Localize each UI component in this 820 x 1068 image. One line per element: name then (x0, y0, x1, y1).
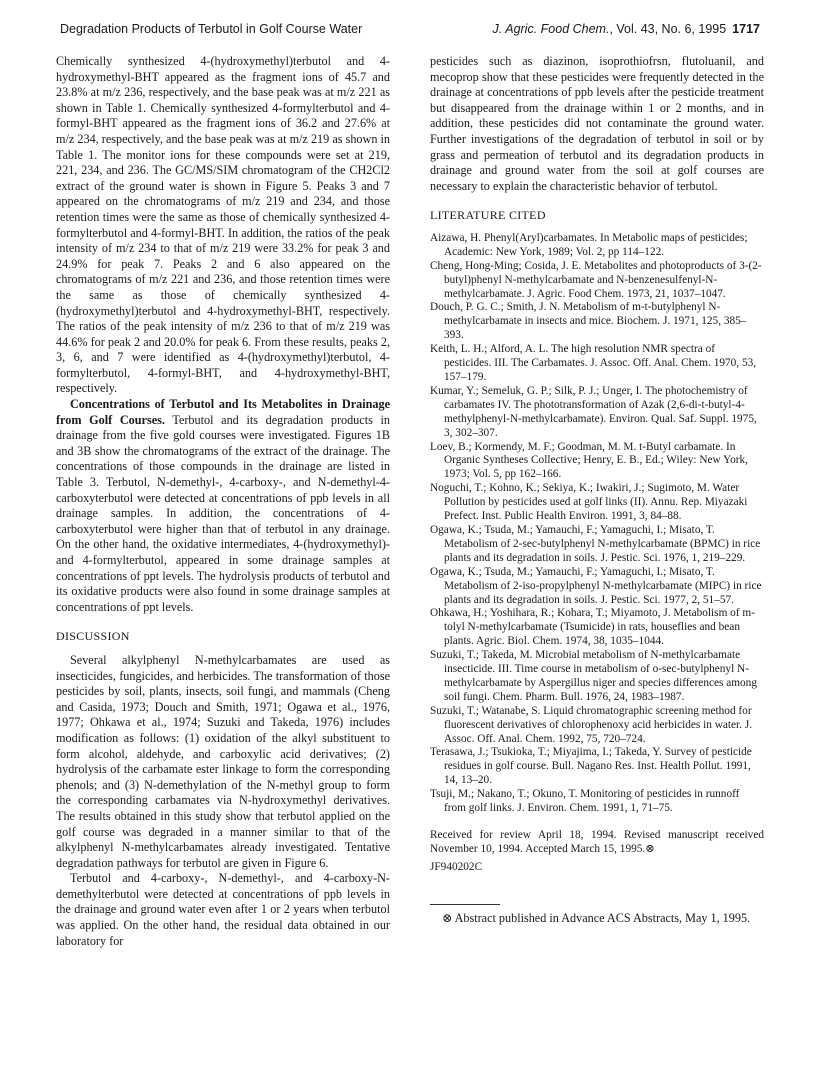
section-heading-inline: Concentrations of Terbutol and Its Metabolites in Drainage from Golf Courses. (56, 397, 390, 427)
reference-item: Ogawa, K.; Tsuda, M.; Yamauchi, F.; Yamaguchi, I.; Misato, T. Metabolism of 2-sec-butylphenyl N-methylcarbamate (BPMC) in rice plants and its degradation in soils. J. Pestic. Sci. 1976, 1, 219–229. (430, 523, 761, 564)
body-paragraph: Chemically synthesized 4-(hydroxymethyl)terbutol and 4-hydroxymethyl-BHT appeared as the fragment ions of 45.7 and 23.8% at m/z 236, respectively, and the base peak was at m/z 221 as shown in Table 1. Chemically synthesized 4-formylterbutol and 4-formyl-BHT appeared as the fragment ions of 36.2 and 27.6% at m/z 234, respectively, and the base peak was at m/z 219 as shown in Table 1. The monitor ions for these compounds were set at 219, 221, 234, and 236. The GC/MS/SIM chromatogram of the CH2Cl2 extract of the ground water is shown in Figure 5. Peaks 3 and 7 appeared on the chromatograms of m/z 219 and 234, and those retention times were the same as those of chemically synthesized 4-formylterbutol and 4-formyl-BHT. In addition, the ratios of the peak intensity of m/z 234 to that of m/z 219 were 33.2% for peak 3 and 24.9% for peak 7. Peaks 2 and 6 also appeared on the chromatograms of m/z 221 and 236, and those retention times were the same as those of chemically synthesized 4-(hydroxymethyl)terbutol and 4-hydroxymethyl-BHT, respectively. The ratios of the peak intensity of m/z 236 to that of m/z 219 was 44.6% for peak 2 and 20.0% for peak 6. From these results, peaks 2, 3, 6, and 7 were identified as 4-(hydroxymethyl)terbutol, 4-formylterbutol, 4-formyl-BHT, and 4-hydroxymethyl-BHT, respectively. (56, 54, 390, 396)
page-number: 1717 (732, 22, 760, 36)
discussion-heading: DISCUSSION (56, 629, 130, 644)
literature-cited-heading: LITERATURE CITED (430, 208, 546, 223)
reference-item: Tsuji, M.; Nakano, T.; Okuno, T. Monitoring of pesticides in runnoff from golf links. J. Environ. Chem. 1991, 1, 71–75. (430, 788, 740, 815)
footnote-divider (430, 904, 500, 905)
continued-paragraph: pesticides such as diazinon, isoprothiofrsn, flutoluanil, and mecoprop show that these pesticides were frequently detected in the drainage at concentrations of ppb levels after the pesticide treatment but disappeared from the drainage within 1 or 2 months, and in addition, these pesticides did not contaminate the ground water. Further investigations of the degradation of terbutol in soil or by grass and permeation of terbutol and its degradation products in drainage and ground water from the soil at golf courses are necessary to explain the characteristic behavior of terbutol. (430, 54, 764, 193)
reference-item: Ohkawa, H.; Yoshihara, R.; Kohara, T.; Miyamoto, J. Metabolism of m-tolyl N-methylcarbamate (Tsumicide) in rats, houseflies and bean plants. Agric. Biol. Chem. 1974, 38, 1035–1044. (430, 607, 755, 648)
reference-item: Noguchi, T.; Kohno, K.; Sekiya, K.; Iwakiri, J.; Sugimoto, M. Water Pollution by pesticides used at golf links (II). Annu. Rep. Miyazaki Prefect. Inst. Public Health Environ. 1991, 3, 84–88. (430, 482, 748, 523)
running-header (60, 22, 760, 38)
running-title: Degradation Products of Terbutol in Golf Course Water (60, 22, 363, 36)
right-column (430, 54, 764, 926)
reference-item: Kumar, Y.; Semeluk, G. P.; Silk, P. J.; Unger, I. The photochemistry of carbamates IV. The phototransformation of Azak (2,6-di-t-butyl-4-methylphenyl-N-methylcarbamate). Environ. Qual. Saf. Suppl. 1975, 3, 302–307. (430, 384, 757, 439)
reference-item: Loev, B.; Kormendy, M. F.; Goodman, M. M. t-Butyl carbamate. In Organic Syntheses Collective; Henry, E. B., Ed.; Wiley: New York, 1973; Vol. 5, pp 162–166. (430, 440, 749, 481)
discussion-paragraph: Several alkylphenyl N-methylcarbamates are used as insecticides, fungicides, and herbicides. The transformation of those pesticides by soil, plants, insects, soil fungi, and mammals (Cheng and Casida, 1973; Douch and Smith, 1971; Ogawa et al., 1976, 1977; Ohkawa et al., 1974; Suzuki and Takeda, 1976) includes modification as follows: (1) oxidation of the alkyl substituent to form alcohol, aldehyde, and carboxylic acid derivatives; (2) hydrolysis of the carbamate ester linkage to form the corresponding phenols; and (3) N-demethylation of the N-methyl group to form the corresponding carbamates via N-hydroxymethyl derivatives. The results obtained in this study show that terbutol applied on the golf course was degraded in a manner similar to that of the alkylphenyl N-methylcarbamates already investigated. Tentative degradation pathways for terbutol are given in Figure 6. (56, 652, 390, 870)
received-note: Received for review April 18, 1994. Revised manuscript received November 10, 1994. Accepted March 15, 1995.⊗ (430, 829, 764, 855)
discussion-paragraph: Terbutol and 4-carboxy-, N-demethyl-, and 4-carboxy-N-demethylterbutol were detected at concentrations of ppb levels in the drainage and ground water even after 1 or 2 years when terbutol was applied. On the other hand, the residual data obtained in our laboratory for (56, 871, 390, 948)
reference-item: Aizawa, H. Phenyl(Aryl)carbamates. In Metabolic maps of pesticides; Academic: New York, 1989; Vol. 2, pp 114–122. (430, 231, 748, 258)
reference-item: Suzuki, T.; Watanabe, S. Liquid chromatographic screening method for fluorescent derivatives of chlorophenoxy acid herbicides in water. J. Assoc. Off. Anal. Chem. 1992, 75, 720–724. (430, 704, 753, 745)
reference-item: Ogawa, K.; Tsuda, M.; Yamauchi, F.; Yamaguchi, I.; Misato, T. Metabolism of 2-iso-propylphenyl N-methylcarbamate (MIPC) in rice plants and its degradation in soils. J. Pestic. Sci. 1977, 2, 51–57. (430, 565, 762, 606)
reference-item: Suzuki, T.; Takeda, M. Microbial metabolism of N-methylcarbamate insecticide. III. Time course in metabolism of o-sec-butylphenyl N-methylcarbamate by Aspergillus niger and species differences among soil fungi. Chem. Pharm. Bull. 1976, 24, 1983–1987. (430, 649, 757, 703)
manuscript-id: JF940202C (430, 861, 483, 873)
journal-name: J. Agric. Food Chem. (492, 22, 610, 36)
journal-citation (493, 22, 761, 36)
volume-info: , Vol. 43, No. 6, 1995 (609, 22, 727, 36)
left-column (56, 54, 390, 949)
footnote: ⊗ Abstract published in Advance ACS Abstracts, May 1, 1995. (442, 910, 751, 925)
reference-list (430, 232, 764, 816)
reference-item: Keith, L. H.; Alford, A. L. The high resolution NMR spectra of pesticides. III. The Carbamates. J. Assoc. Off. Anal. Chem. 1970, 53, 157–179. (430, 343, 757, 383)
section-text: Terbutol and its degradation products in drainage from the five gold courses were investigated. Figures 1B and 3B show the chromatograms of the extract of the drainage. The concentrations of those compounds in the drainage are listed in Table 3. Terbutol, N-demethyl-, 4-carboxy-, and N-demethyl-4-carboxyterbutol were detected at concentrations of ppb levels in all drainage samples. In addition, the concentrations of 4-carboxyterbutol were higher than that of terbutol in any drainage. On the other hand, the oxidative intermediates, 4-(hydroxymethyl)- and 4-formylterbutol, appeared in some drainage samples at concentrations of ppt levels. The hydrolysis products of terbutol and its oxidative products were also found in some drainage samples at concentrations of ppt levels. (56, 412, 390, 614)
reference-item: Terasawa, J.; Tsukioka, T.; Miyajima, I.; Takeda, Y. Survey of pesticide residues in golf course. Bull. Nagano Res. Inst. Health Pollut. 1991, 14, 13–20. (430, 746, 752, 787)
reference-item: Cheng, Hong-Ming; Cosida, J. E. Metabolites and photoproducts of 3-(2-butyl)phenyl N-methylcarbamate and N-benzenesulfenyl-N-methylcarbamate. J. Agric. Food Chem. 1973, 21, 1037–1047. (430, 259, 762, 300)
body-paragraph (56, 397, 390, 615)
reference-item: Douch, P. G. C.; Smith, J. N. Metabolism of m-t-butylphenyl N-methylcarbamate in insects and mice. Biochem. J. 1971, 125, 385–393. (430, 301, 747, 342)
